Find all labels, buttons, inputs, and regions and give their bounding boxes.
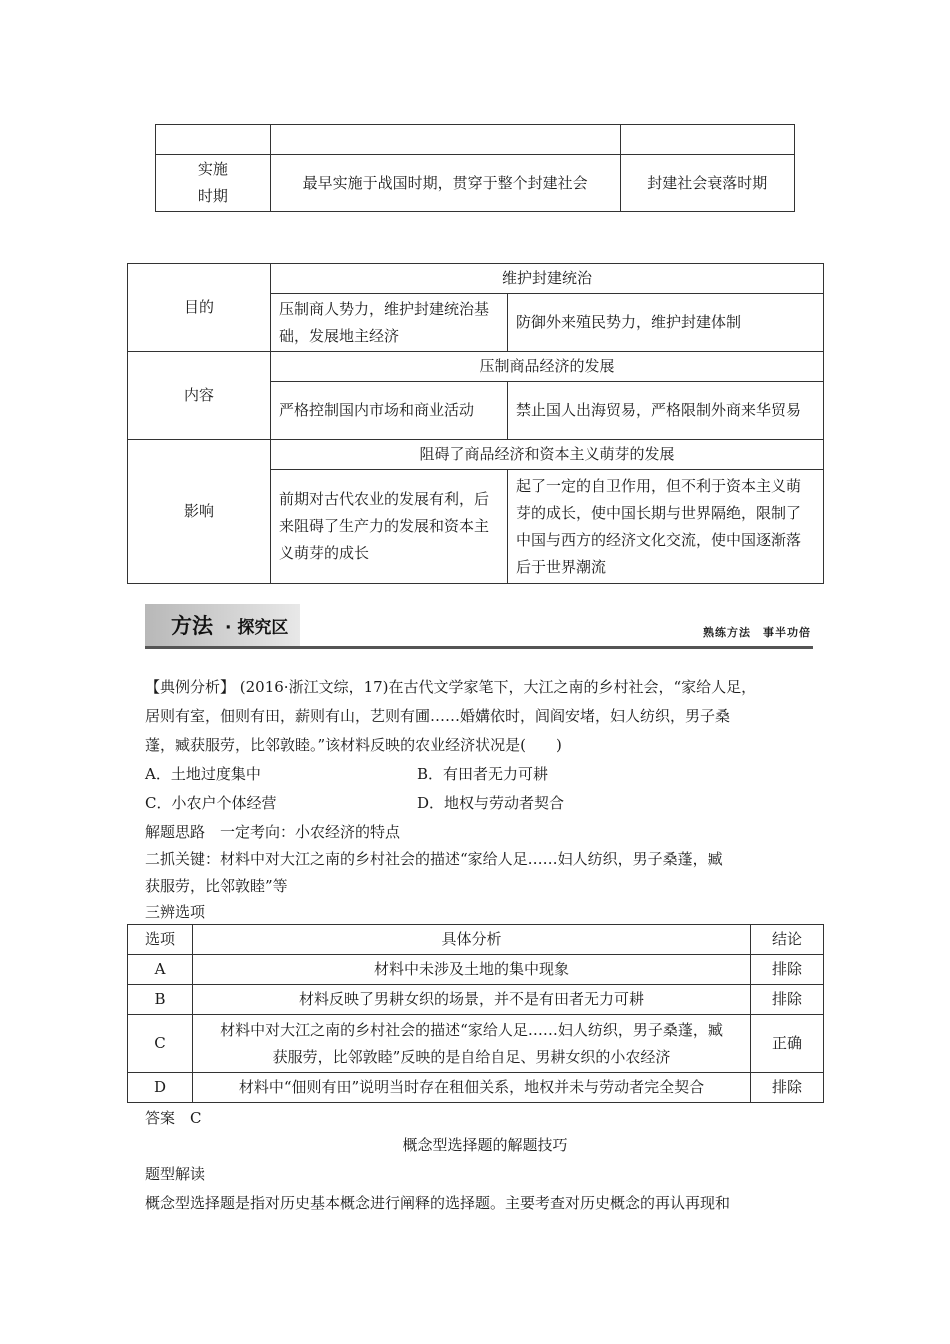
row-analysis: 材料中对大江之南的乡村社会的描述“家给人足……妇人纺织，男子桑蓬，臧获服劳，比邻敦睦”反映的是自给自足、男耕女织的小农经济 xyxy=(193,1015,751,1073)
solution-step-2b: 获服劳，比邻敦睦”等 xyxy=(145,877,288,895)
question-line-1: 【典例分析】 (2016·浙江文综，17)在古代文学家笔下，大江之南的乡村社会，“家给人足， xyxy=(145,678,757,696)
header-result: 结论 xyxy=(751,925,824,955)
option-b: B．有田者无力可耕 xyxy=(417,765,549,783)
empty-cell xyxy=(270,125,620,155)
row-label-content: 内容 xyxy=(128,352,271,440)
question-line-3: 蓬，臧获服劳，比邻敦睦。”该材料反映的农业经济状况是( ) xyxy=(145,736,562,754)
row-analysis: 材料中“佃则有田”说明当时存在租佃关系，地权并未与劳动者完全契合 xyxy=(193,1073,751,1103)
question-line-2: 居则有室，佃则有田，薪则有山，艺则有圃……婚媾依时，闾阎安堵，妇人纺织，男子桑 xyxy=(145,707,731,725)
cell-content-shared: 压制商品经济的发展 xyxy=(271,352,824,382)
cell-impact-right: 起了一定的自卫作用，但不利于资本主义萌芽的成长，使中国长期与世界隔绝，限制了中国与西方的经济文化交流，使中国逐渐落后于世界潮流 xyxy=(508,470,824,584)
comparison-table-period xyxy=(155,124,795,212)
section-slogan: 熟练方法 事半功倍 xyxy=(703,626,811,639)
row-option: B xyxy=(128,985,193,1015)
type-heading: 题型解读 xyxy=(145,1165,206,1183)
row-result: 正确 xyxy=(751,1015,824,1073)
header-option: 选项 xyxy=(128,925,193,955)
option-c: C．小农户个体经营 xyxy=(145,794,277,812)
cell-impact-shared: 阻碍了商品经济和资本主义萌芽的发展 xyxy=(271,440,824,470)
section-title: 方法 xyxy=(171,614,213,638)
table-row xyxy=(128,1015,824,1073)
cell-period-right: 封建社会衰落时期 xyxy=(620,155,794,212)
cell-purpose-left: 压制商人势力，维护封建统治基础，发展地主经济 xyxy=(271,294,508,352)
solution-step-3: 三辨选项 xyxy=(145,903,206,921)
table-row xyxy=(128,1073,824,1103)
row-analysis: 材料反映了男耕女织的场景，并不是有田者无力可耕 xyxy=(193,985,751,1015)
option-d: D．地权与劳动者契合 xyxy=(417,794,565,812)
solution-step-1: 解题思路 一定考向：小农经济的特点 xyxy=(145,823,401,841)
table-row xyxy=(128,985,824,1015)
option-a: A．土地过度集中 xyxy=(145,765,261,783)
cell-purpose-right: 防御外来殖民势力，维护封建体制 xyxy=(508,294,824,352)
row-label-purpose: 目的 xyxy=(128,264,271,352)
row-option: D xyxy=(128,1073,193,1103)
cell-period-left: 最早实施于战国时期，贯穿于整个封建社会 xyxy=(270,155,620,212)
row-option: C xyxy=(128,1015,193,1073)
row-result: 排除 xyxy=(751,985,824,1015)
section-rule xyxy=(145,646,813,649)
cell-content-left: 严格控制国内市场和商业活动 xyxy=(271,382,508,440)
comparison-table xyxy=(127,263,824,584)
table-row xyxy=(128,955,824,985)
empty-cell xyxy=(156,125,271,155)
empty-cell xyxy=(620,125,794,155)
cell-purpose-shared: 维护封建统治 xyxy=(271,264,824,294)
solution-step-2a: 二抓关键：材料中对大江之南的乡村社会的描述“家给人足……妇人纺织，男子桑蓬，臧 xyxy=(145,850,723,868)
row-analysis: 材料中未涉及土地的集中现象 xyxy=(193,955,751,985)
answer: 答案 C xyxy=(145,1109,202,1127)
type-description: 概念型选择题是指对历史基本概念进行阐释的选择题。主要考查对历史概念的再认再现和 xyxy=(145,1194,731,1212)
cell-impact-left: 前期对古代农业的发展有利，后来阻碍了生产力的发展和资本主义萌芽的成长 xyxy=(271,470,508,584)
technique-title: 概念型选择题的解题技巧 xyxy=(402,1136,568,1154)
row-result: 排除 xyxy=(751,1073,824,1103)
row-option: A xyxy=(128,955,193,985)
header-analysis: 具体分析 xyxy=(193,925,751,955)
section-subtitle: · 探究区 xyxy=(225,618,289,638)
options-analysis-table xyxy=(127,924,824,1103)
cell-content-right: 禁止国人出海贸易，严格限制外商来华贸易 xyxy=(508,382,824,440)
row-label-impact: 影响 xyxy=(128,440,271,584)
row-result: 排除 xyxy=(751,955,824,985)
row-label-period: 实施 时期 xyxy=(156,155,271,212)
section-header xyxy=(145,604,813,646)
